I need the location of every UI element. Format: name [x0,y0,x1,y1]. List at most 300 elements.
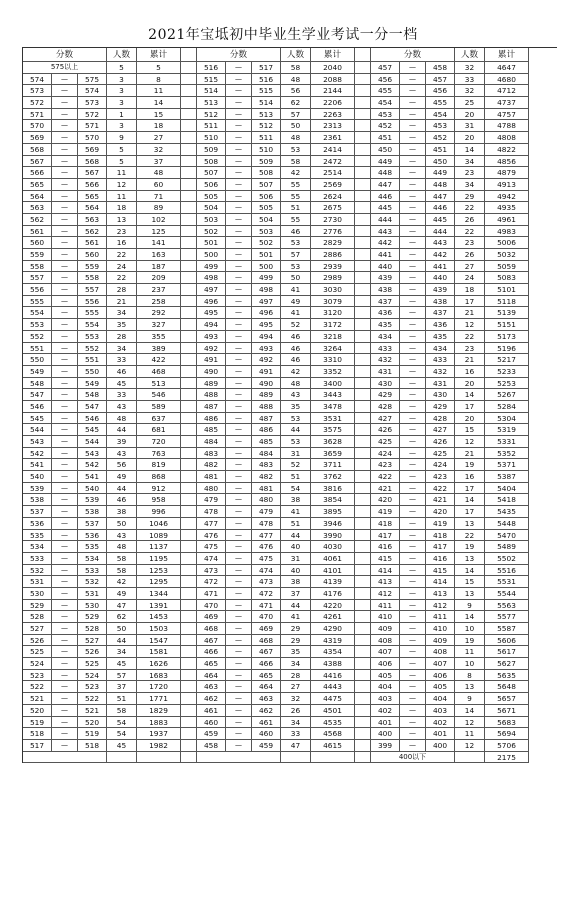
cumulative-cell: 3478 [311,401,355,413]
cumulative-cell: 1137 [137,541,181,553]
score-low-cell: 532 [23,565,52,577]
count-cell: 29 [281,635,311,647]
score-high-cell: 433 [426,354,455,366]
column-spacer [355,530,371,542]
score-high-cell: 495 [252,319,281,331]
dash-cell: — [52,120,78,132]
count-cell: 48 [281,378,311,390]
count-cell: 53 [281,144,311,156]
score-low-cell: 428 [371,401,400,413]
score-low-cell: 569 [23,132,52,144]
column-group [197,354,355,366]
column-spacer [181,132,197,144]
score-high-cell: 559 [78,261,107,273]
cumulative-cell: 141 [137,237,181,249]
dash-cell: — [226,226,252,238]
dash-cell: — [400,191,426,203]
score-low-cell: 518 [23,728,52,740]
score-low-cell: 462 [197,693,226,705]
column-spacer [181,389,197,401]
score-high-cell: 499 [252,272,281,284]
score-high-cell: 514 [252,97,281,109]
column-group [197,226,355,238]
score-high-cell: 542 [78,459,107,471]
count-cell: 46 [281,343,311,355]
score-high-cell: 456 [426,85,455,97]
score-high-cell: 532 [78,576,107,588]
cumulative-cell: 3946 [311,518,355,530]
column-group [197,120,355,132]
dash-cell: — [226,296,252,308]
score-low-cell: 561 [23,226,52,238]
table-row [23,658,557,670]
count-cell: 46 [281,354,311,366]
score-low-cell: 432 [371,354,400,366]
column-group [371,237,529,249]
column-group [371,658,529,670]
dash-cell: — [400,354,426,366]
score-high-cell: 484 [252,448,281,460]
column-spacer [181,191,197,203]
count-cell: 40 [281,541,311,553]
count-cell: 14 [455,389,485,401]
column-spacer [181,670,197,682]
table-row [23,681,557,693]
dash-cell: — [400,459,426,471]
cumulative-cell: 3816 [311,483,355,495]
score-high-cell: 545 [78,424,107,436]
column-group [371,471,529,483]
cumulative-cell: 3628 [311,436,355,448]
count-cell: 47 [107,600,137,612]
column-spacer [181,459,197,471]
dash-cell: — [400,296,426,308]
count-cell: 35 [281,401,311,413]
cumulative-cell: 4961 [485,214,529,226]
column-group [197,576,355,588]
column-group [371,85,529,97]
column-group [371,378,529,390]
score-high-cell: 467 [252,646,281,658]
score-high-cell: 432 [426,366,455,378]
column-spacer [181,354,197,366]
score-low-cell: 433 [371,343,400,355]
column-spacer [355,202,371,214]
table-row [23,494,557,506]
count-cell: 12 [455,436,485,448]
score-low-cell: 572 [23,97,52,109]
dash-cell: — [400,705,426,717]
dash-cell: — [226,272,252,284]
score-low-cell: 511 [197,120,226,132]
count-cell: 12 [455,740,485,752]
cumulative-cell: 513 [137,378,181,390]
score-high-cell: 455 [426,97,455,109]
dash-cell: — [400,541,426,553]
score-high-cell: 463 [252,693,281,705]
score-low-cell: 493 [197,331,226,343]
score-high-cell: 575 [78,74,107,86]
column-spacer [181,448,197,460]
dash-cell: — [400,565,426,577]
column-group [23,272,181,284]
column-spacer [355,541,371,553]
cumulative-cell: 5489 [485,541,529,553]
dash-cell: — [400,600,426,612]
count-cell: 11 [455,728,485,740]
score-low-cell: 418 [371,518,400,530]
score-high-cell: 453 [426,120,455,132]
score-high-cell: 539 [78,494,107,506]
cumulative-cell: 32 [137,144,181,156]
column-spacer [181,144,197,156]
column-spacer [181,261,197,273]
column-spacer [181,120,197,132]
dash-cell: — [226,261,252,273]
column-spacer [181,237,197,249]
dash-cell: — [226,635,252,647]
column-spacer [181,471,197,483]
column-group [197,494,355,506]
cumulative-cell: 2144 [311,85,355,97]
cumulative-cell: 2829 [311,237,355,249]
count-cell: 49 [107,588,137,600]
count-cell: 14 [455,705,485,717]
cumulative-cell: 5387 [485,471,529,483]
dash-cell: — [400,693,426,705]
table-row [23,261,557,273]
column-group [197,693,355,705]
dash-cell: — [52,670,78,682]
column-group [197,530,355,542]
score-high-cell: 480 [252,494,281,506]
score-low-cell: 483 [197,448,226,460]
column-spacer [355,109,371,121]
column-group [197,202,355,214]
score-high-cell: 531 [78,588,107,600]
score-high-cell: 485 [252,436,281,448]
score-high-cell: 568 [78,156,107,168]
dash-cell: — [226,97,252,109]
dash-cell: — [52,717,78,729]
score-low-cell: 470 [197,600,226,612]
column-spacer [181,179,197,191]
column-spacer [355,424,371,436]
column-spacer [181,202,197,214]
column-spacer [355,576,371,588]
score-low-cell: 421 [371,483,400,495]
cumulative-cell: 2175 [485,752,529,764]
column-group [23,623,181,635]
cumulative-cell: 589 [137,401,181,413]
cumulative-cell: 1581 [137,646,181,658]
dash-cell: — [400,249,426,261]
score-low-cell: 482 [197,459,226,471]
dash-cell: — [52,296,78,308]
dash-cell: — [52,681,78,693]
column-group [371,483,529,495]
column-spacer [181,705,197,717]
score-high-cell: 501 [252,249,281,261]
cumulative-cell: 546 [137,389,181,401]
dash-cell: — [226,588,252,600]
column-spacer [355,693,371,705]
column-spacer [355,331,371,343]
table-row [23,307,557,319]
score-high-cell: 553 [78,331,107,343]
column-group [23,448,181,460]
count-cell: 27 [455,261,485,273]
dash-cell: — [52,109,78,121]
column-spacer [355,506,371,518]
table-row [23,389,557,401]
column-group [23,85,181,97]
dash-cell: — [226,483,252,495]
column-spacer [181,436,197,448]
table-row [23,670,557,682]
column-spacer [355,728,371,740]
column-group [23,705,181,717]
column-group [23,483,181,495]
cumulative-cell: 4913 [485,179,529,191]
column-group [197,506,355,518]
count-cell: 19 [455,541,485,553]
score-low-cell: 519 [23,717,52,729]
column-group [197,459,355,471]
score-low-cell: 531 [23,576,52,588]
cumulative-cell: 3310 [311,354,355,366]
column-group [197,331,355,343]
cumulative-cell: 819 [137,459,181,471]
table-row [23,740,557,752]
column-group [23,389,181,401]
column-group [197,436,355,448]
score-low-cell: 480 [197,483,226,495]
dash-cell: — [400,413,426,425]
column-group [197,62,355,74]
cumulative-cell: 3711 [311,459,355,471]
cumulative-cell: 1547 [137,635,181,647]
column-group [23,261,181,273]
score-high-cell: 498 [252,284,281,296]
cumulative-cell: 3531 [311,413,355,425]
column-group [197,319,355,331]
score-low-cell: 486 [197,413,226,425]
count-cell: 17 [455,483,485,495]
cumulative-cell: 5059 [485,261,529,273]
count-cell: 21 [107,296,137,308]
count-cell: 53 [281,413,311,425]
count-cell: 42 [281,167,311,179]
dash-cell: — [52,506,78,518]
score-low-cell: 505 [197,191,226,203]
score-high-cell: 479 [252,506,281,518]
cumulative-cell: 3443 [311,389,355,401]
score-high-cell: 418 [426,530,455,542]
column-group [23,62,181,74]
score-high-cell: 439 [426,284,455,296]
score-low-cell: 430 [371,378,400,390]
dash-cell: — [400,272,426,284]
count-cell: 28 [107,331,137,343]
cumulative-cell: 3120 [311,307,355,319]
column-group [23,202,181,214]
table-row [23,752,557,764]
cumulative-cell: 4808 [485,132,529,144]
dash-cell: — [400,319,426,331]
count-cell: 3 [107,85,137,97]
column-group [23,424,181,436]
score-high-cell: 557 [78,284,107,296]
column-group [23,588,181,600]
header-count: 人数 [281,48,311,62]
cumulative-cell: 60 [137,179,181,191]
count-cell: 23 [455,343,485,355]
dash-cell: — [226,179,252,191]
score-low-cell: 550 [23,354,52,366]
count-cell: 20 [455,132,485,144]
table-row [23,728,557,740]
column-group [197,284,355,296]
count-cell: 48 [281,132,311,144]
score-low-cell: 499 [197,261,226,273]
dash-cell: — [226,681,252,693]
column-group [371,565,529,577]
score-low-cell: 404 [371,681,400,693]
table-row [23,366,557,378]
score-high-cell: 563 [78,214,107,226]
score-low-cell: 573 [23,85,52,97]
count-cell: 3 [107,97,137,109]
score-high-cell: 493 [252,343,281,355]
count-cell: 22 [455,331,485,343]
cumulative-cell: 4615 [311,740,355,752]
cumulative-cell: 2569 [311,179,355,191]
score-low-cell: 568 [23,144,52,156]
dash-cell: — [226,518,252,530]
count-cell: 38 [107,506,137,518]
count-cell: 13 [455,681,485,693]
cumulative-cell: 3762 [311,471,355,483]
dash-cell: — [52,413,78,425]
dash-cell: — [226,249,252,261]
column-group [23,156,181,168]
dash-cell: — [52,343,78,355]
column-spacer [355,354,371,366]
score-low-cell: 497 [197,284,226,296]
count-cell: 48 [281,74,311,86]
cumulative-cell: 4757 [485,109,529,121]
empty-cell [137,752,181,764]
score-low-cell: 488 [197,389,226,401]
table-row [23,401,557,413]
count-cell: 58 [107,565,137,577]
dash-cell: — [400,331,426,343]
score-high-cell: 469 [252,623,281,635]
count-cell: 31 [281,448,311,460]
score-high-cell: 420 [426,506,455,518]
dash-cell: — [52,471,78,483]
dash-cell: — [400,553,426,565]
column-group [197,343,355,355]
dash-cell: — [52,85,78,97]
score-low-cell: 479 [197,494,226,506]
dash-cell: — [400,132,426,144]
column-group [23,728,181,740]
score-low-cell: 533 [23,553,52,565]
dash-cell: — [226,506,252,518]
dash-cell: — [400,436,426,448]
column-spacer [181,413,197,425]
cumulative-cell: 1829 [137,705,181,717]
table-row [23,109,557,121]
column-spacer [355,752,371,764]
column-group [23,307,181,319]
score-high-cell: 550 [78,366,107,378]
count-cell: 1 [107,109,137,121]
score-low-cell: 467 [197,635,226,647]
count-cell: 54 [107,728,137,740]
count-cell: 17 [455,296,485,308]
count-cell: 34 [455,156,485,168]
score-low-cell: 415 [371,553,400,565]
count-cell: 14 [455,611,485,623]
column-spacer [355,448,371,460]
score-low-cell: 481 [197,471,226,483]
column-spacer [355,611,371,623]
column-group [23,109,181,121]
score-high-cell: 488 [252,401,281,413]
column-group [371,48,529,62]
cumulative-cell: 1253 [137,565,181,577]
cumulative-cell: 5671 [485,705,529,717]
table-row [23,635,557,647]
score-low-cell: 487 [197,401,226,413]
score-high-cell: 471 [252,600,281,612]
cumulative-cell: 11 [137,85,181,97]
score-high-cell: 476 [252,541,281,553]
page-title: 2021年宝坻初中毕业生学业考试一分一档 [148,27,418,43]
score-low-cell: 455 [371,85,400,97]
table-row [23,97,557,109]
table-row [23,448,557,460]
score-high-cell: 541 [78,471,107,483]
cumulative-cell: 237 [137,284,181,296]
header-cumulative: 累计 [137,48,181,62]
cumulative-cell: 355 [137,331,181,343]
header-count: 人数 [455,48,485,62]
dash-cell: — [400,401,426,413]
cumulative-cell: 5139 [485,307,529,319]
column-group [23,120,181,132]
column-group [371,448,529,460]
score-low-cell: 456 [371,74,400,86]
score-high-cell: 446 [426,202,455,214]
table-row [23,343,557,355]
column-group [23,132,181,144]
score-low-cell: 540 [23,471,52,483]
column-group [23,74,181,86]
score-high-cell: 527 [78,635,107,647]
dash-cell: — [52,588,78,600]
score-high-cell: 533 [78,565,107,577]
column-spacer [181,483,197,495]
cumulative-cell: 3990 [311,530,355,542]
score-high-cell: 569 [78,144,107,156]
column-group [371,343,529,355]
dash-cell: — [52,459,78,471]
table-row [23,85,557,97]
